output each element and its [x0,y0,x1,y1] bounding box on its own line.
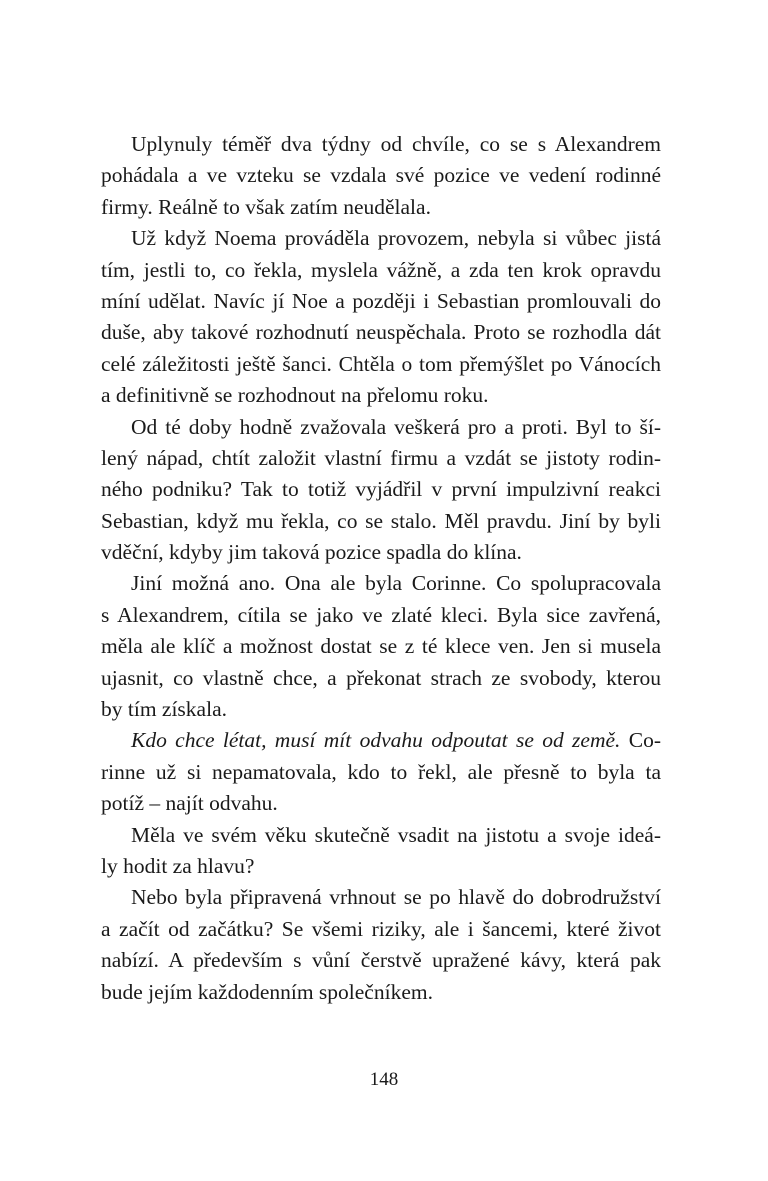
text-line: vděční, kdyby jim taková pozice spadla do klína. [101,540,522,565]
italic-quote: Kdo chce létat, musí mít odvahu odpoutat se od země. [131,728,621,753]
text-line: Už když Noema prováděla provozem, nebyla si vůbec jistá [131,226,661,251]
paragraph [101,820,661,883]
text-line: nabízí. A především s vůní čerstvě upražené kávy, která pak [101,948,661,973]
paragraph [101,568,661,725]
text-line: měla ale klíč a možnost dostat se z té klece ven. Jen si musela [101,634,661,659]
text-line: rinne už si nepamatovala, kdo to řekl, ale přesně to byla ta [101,759,661,784]
text-line: tím, jestli to, co řekla, myslela vážně, a zda ten krok opravdu [101,257,661,282]
text-line: ného podniku? Tak to totiž vyjádřil v první impulzivní reakci [101,477,661,502]
paragraph [101,725,661,819]
text-line: celé záležitosti ještě šanci. Chtěla o tom přemýšlet po Vánocích [101,351,661,376]
text-line: firmy. Reálně to však zatím neudělala. [101,194,431,219]
text-line: Jiní možná ano. Ona ale byla Corinne. Co spolupracovala [131,571,661,596]
text-line: pohádala a ve vzteku se vzdala své pozice ve vedení rodinné [101,163,661,188]
text-line: Měla ve svém věku skutečně vsadit na jistotu a svoje ideá- [131,822,661,847]
quote-continuation: Co- [620,728,662,753]
text-line: duše, aby takové rozhodnutí neuspěchala. Proto se rozhodla dát [101,320,661,345]
text-line: a definitivně se rozhodnout na přelomu roku. [101,383,489,408]
paragraph [101,882,661,1008]
text-line: lený nápad, chtít založit vlastní firmu a vzdát se jistoty rodin- [101,445,661,470]
text-line: ujasnit, co vlastně chce, a překonat strach ze svobody, kterou [101,665,661,690]
paragraph [101,129,661,223]
text-line: potíž – najít odvahu. [101,791,278,816]
text-line [101,725,661,756]
text-line: Sebastian, když mu řekla, co se stalo. Měl pravdu. Jiní by byli [101,508,661,533]
paragraph [101,412,661,569]
body-text [101,129,661,1008]
text-line: míní udělat. Navíc jí Noe a později i Sebastian promlouvali do [101,288,661,313]
text-line: a začít od začátku? Se všemi riziky, ale i šancemi, které život [101,916,661,941]
text-line: by tím získala. [101,697,227,722]
text-line: bude jejím každodenním společníkem. [101,979,433,1004]
paragraph [101,223,661,411]
page-number: 148 [369,1069,399,1090]
text-line: Uplynuly téměř dva týdny od chvíle, co se s Alexandrem [131,132,661,156]
text-line: Nebo byla připravená vrhnout se po hlavě do dobrodružství [131,885,661,910]
text-line: Od té doby hodně zvažovala veškerá pro a proti. Byl to ší- [131,414,661,439]
text-line: ly hodit za hlavu? [101,853,255,878]
text-line: s Alexandrem, cítila se jako ve zlaté kleci. Byla sice zavřená, [101,602,661,627]
